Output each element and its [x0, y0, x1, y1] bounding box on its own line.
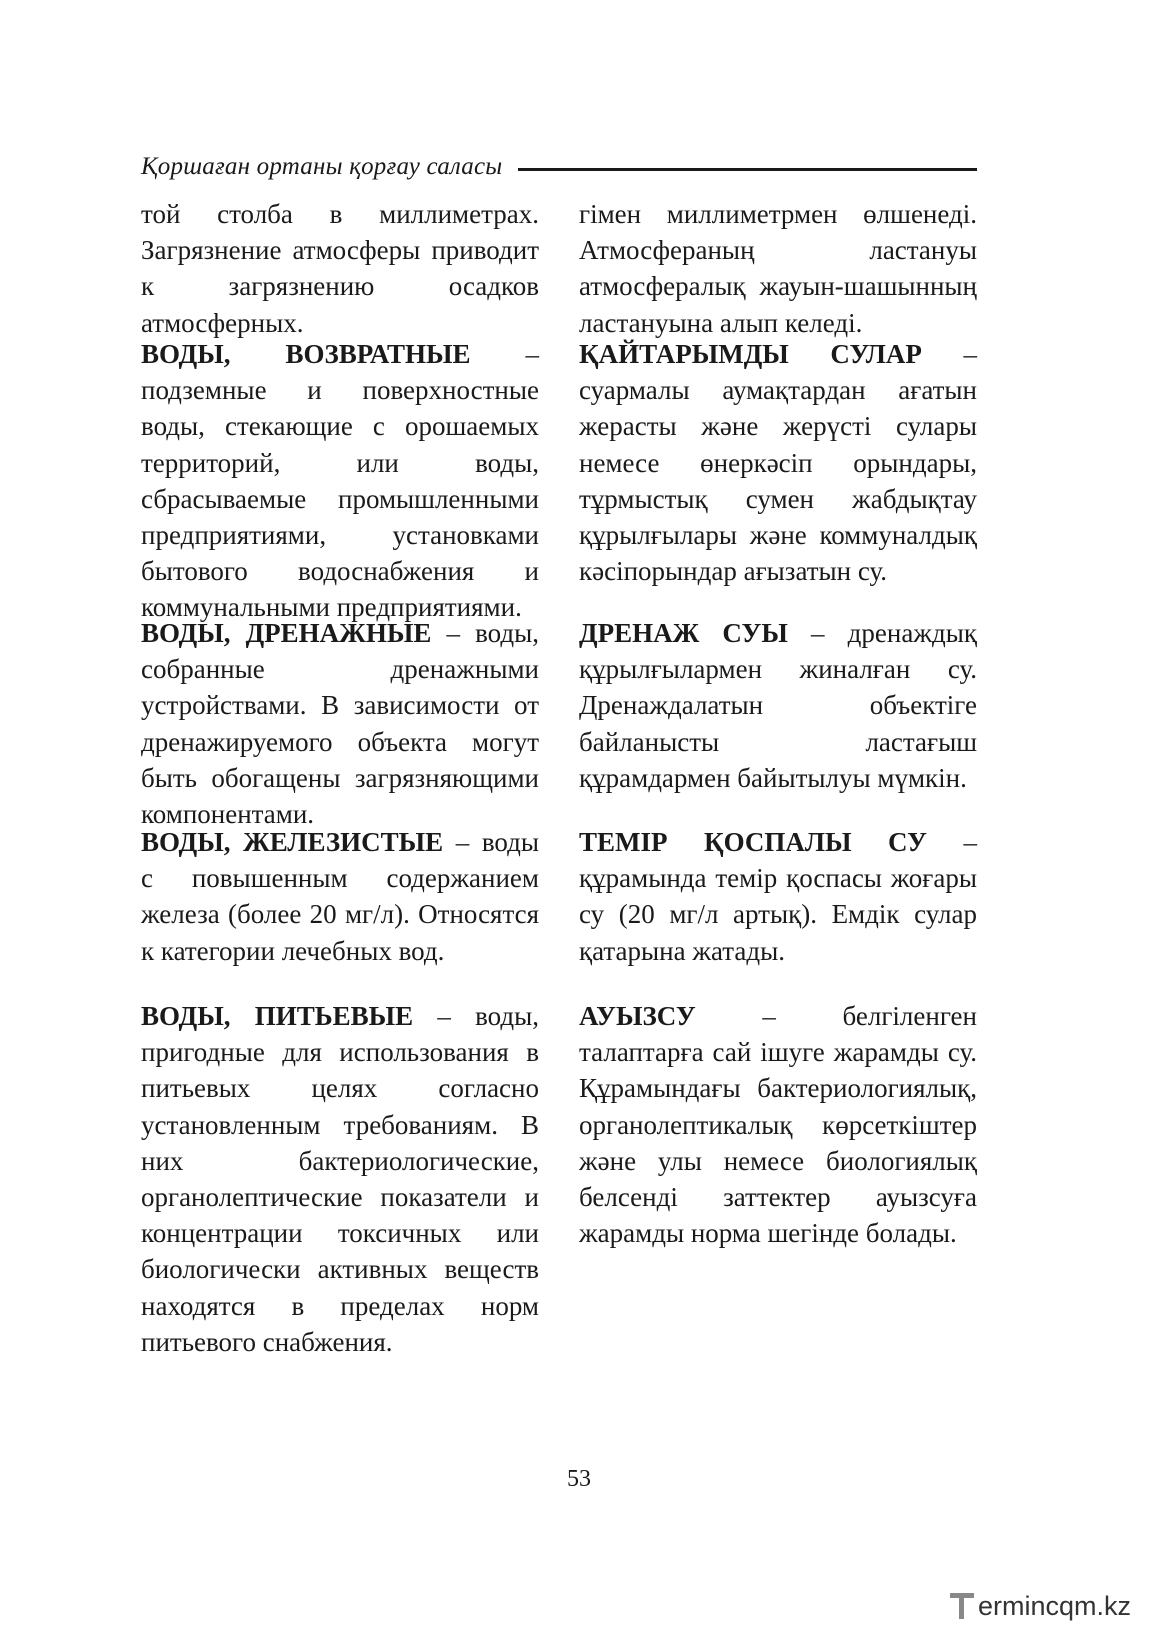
entry-term: ҚАЙТАРЫМДЫ СУЛАР: [579, 339, 922, 369]
ru-entry-vody-vozvratnye: [141, 336, 539, 626]
ru-entry-vody-drenazhnye: [141, 615, 539, 832]
ru-entry-vody-zhelezistye: [141, 824, 539, 969]
entry-term: ВОДЫ, ДРЕНАЖНЫЕ: [141, 618, 432, 648]
watermark: [948, 1586, 1131, 1626]
entry-text: – дренаждық құрылғылармен жиналған су. Дренаждалатын объектіге байланысты ластағыш құрамдармен байытылуы мүмкін.: [579, 618, 977, 793]
kz-entry-continuation: [579, 196, 977, 341]
kz-entry-kaitarymdy-sular: [579, 336, 977, 589]
entry-text: – воды, собранные дренажными устройствами. В зависимости от дренажируемого объекта могут быть обогащены загрязняющими компонентами.: [141, 618, 539, 830]
watermark-text: ermincqm.kz: [978, 1590, 1132, 1621]
header-rule: [518, 168, 977, 171]
entry-term: ТЕМІР ҚОСПАЛЫ СУ: [579, 827, 927, 857]
entry-text: гімен миллиметрмен өлшенеді. Атмосфераның ластануы атмосфералық жауын-шашынның ластануына алып келеді.: [579, 199, 977, 338]
entry-term: ВОДЫ, ЖЕЛЕЗИСТЫЕ: [141, 827, 444, 857]
entry-term: АУЫЗСУ: [579, 1001, 696, 1031]
entry-term: ВОДЫ, ВОЗВРАТНЫЕ: [141, 339, 471, 369]
page-number: 53: [567, 1466, 591, 1492]
entry-text: – воды, пригодные для использования в питьевых целях согласно установленным требованиям. В них бактериологические, органолептические показатели и концентрации токсичных или биологически активных веществ находятся в пределах норм питьевого снабжения.: [141, 1001, 540, 1357]
entry-text: – құрамында темір қоспасы жоғары су (20 мг/л артық). Емдік сулар қатарына жатады.: [579, 827, 977, 966]
entry-text: той столба в миллиметрах. Загрязнение атмосферы приводит к загрязнению осадков атмосферных.: [141, 199, 539, 338]
running-header: [141, 147, 977, 187]
entry-term: ВОДЫ, ПИТЬЕВЫЕ: [141, 1001, 414, 1031]
kz-entry-temir-kospaly-su: [579, 824, 977, 969]
entry-text: – воды с повышенным содержанием железа (более 20 мг/л). Относятся к категории лечебных вод.: [141, 827, 539, 966]
kz-entry-auyzsu: [579, 998, 977, 1251]
entry-text: – суармалы аумақтардан ағатын жерасты және жерүсті сулары немесе өнеркәсіп орындары, тұрмыстық сумен жабдықтау құрылғылары және коммуналдық кәсіпорындар ағызатын су.: [579, 339, 978, 587]
entry-term: ДРЕНАЖ СУЫ: [579, 618, 788, 648]
watermark-logo-icon: [948, 1591, 976, 1621]
header-title: Қоршаған ортаны қорғау саласы: [141, 153, 503, 180]
entry-text: – белгіленген талаптарға сай ішуге жарамды су. Құрамындағы бактериологиялық, органолептикалық көрсеткіштер және улы немесе биологиялық белсенді заттектер ауызсуға жарамды норма шегінде болады.: [579, 1001, 977, 1249]
kz-entry-drenazh-suy: [579, 615, 977, 796]
ru-entry-vody-pitevye: [141, 998, 539, 1360]
ru-entry-continuation: [141, 196, 539, 341]
entry-text: – подземные и поверхностные воды, стекающие с орошаемых территорий, или воды, сбрасываемые промышленными предприятиями, установками бытового водоснабжения и коммунальными предприятиями.: [141, 339, 539, 623]
